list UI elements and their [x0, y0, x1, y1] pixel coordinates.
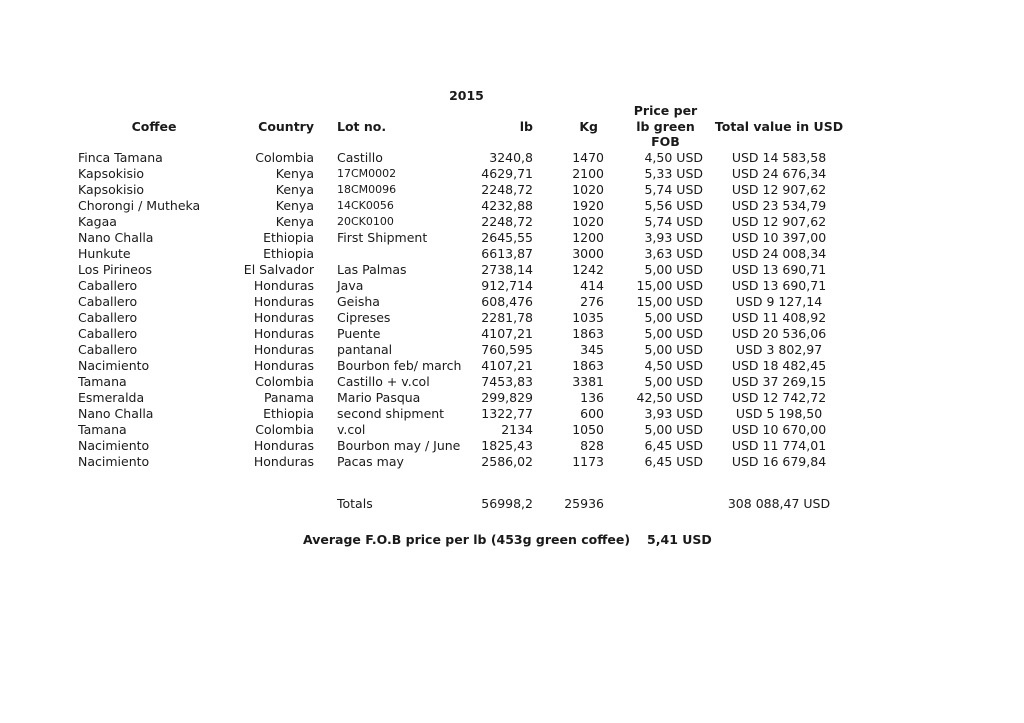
cell-country: Colombia: [255, 421, 314, 437]
cell-total: USD 20 536,06: [731, 325, 827, 341]
cell-total: USD 13 690,71: [731, 261, 827, 277]
cell-lb: 608,476: [481, 293, 533, 309]
cell-coffee: Nano Challa: [78, 405, 154, 421]
cell-coffee: Nano Challa: [78, 229, 154, 245]
cell-country: Ethiopia: [263, 405, 314, 421]
cell-total: USD 16 679,84: [731, 453, 827, 469]
cell-lb: 1825,43: [481, 437, 533, 453]
spreadsheet-table: [78, 103, 855, 512]
cell-coffee: Esmeralda: [78, 389, 145, 405]
cell-lb: 2281,78: [481, 309, 533, 325]
cell-lot: First Shipment: [337, 229, 428, 245]
cell-lot: 18CM0096: [337, 182, 397, 196]
cell-price: 4,50 USD: [644, 357, 703, 373]
col-header-price-per-lb: [604, 103, 703, 150]
cell-lot: Bourbon feb/ march: [337, 357, 462, 373]
cell-lot: Cipreses: [337, 309, 391, 325]
cell-lb: 299,829: [481, 389, 533, 405]
cell-lot: Bourbon may / June: [337, 437, 461, 453]
cell-lot: second shipment: [337, 405, 445, 421]
cell-lb: 4232,88: [481, 197, 533, 213]
cell-kg: 1242: [572, 261, 604, 277]
cell-country: Kenya: [275, 181, 314, 197]
cell-coffee: Tamana: [78, 421, 127, 437]
cell-country: Ethiopia: [263, 229, 314, 245]
cell-total: USD 12 742,72: [731, 389, 827, 405]
cell-kg: 3000: [572, 245, 604, 261]
cell-lb: 4107,21: [481, 325, 533, 341]
cell-lot: pantanal: [337, 341, 393, 357]
table-row: [78, 214, 855, 230]
cell-coffee: Kagaa: [78, 213, 117, 229]
cell-country: Honduras: [253, 437, 314, 453]
table-row: [78, 246, 855, 262]
cell-lb: 7453,83: [481, 373, 533, 389]
cell-kg: 414: [580, 277, 604, 293]
cell-total: USD 9 127,14: [735, 293, 823, 309]
cell-price: 42,50 USD: [636, 389, 703, 405]
cell-country: Colombia: [255, 373, 314, 389]
table-header: [78, 103, 855, 150]
cell-country: Kenya: [275, 213, 314, 229]
cell-country: Panama: [263, 389, 314, 405]
cell-kg: 1020: [572, 213, 604, 229]
cell-lot: 20CK0100: [337, 214, 394, 228]
table-row: [78, 342, 855, 358]
cell-kg: 1200: [572, 229, 604, 245]
table-row: [78, 182, 855, 198]
price-header-line-2: lb green: [636, 118, 695, 134]
table-rows: [78, 150, 855, 470]
totals-empty-price: [604, 496, 703, 512]
cell-price: 6,45 USD: [644, 453, 703, 469]
cell-coffee: Caballero: [78, 293, 138, 309]
cell-total: USD 23 534,79: [731, 197, 827, 213]
cell-kg: 1050: [572, 421, 604, 437]
col-header-lot: Lot no.: [337, 118, 387, 134]
cell-lot: 14CK0056: [337, 198, 394, 212]
cell-lb: 760,595: [481, 341, 533, 357]
cell-lb: 3240,8: [489, 149, 533, 165]
cell-coffee: Kapsokisio: [78, 165, 145, 181]
cell-coffee: Tamana: [78, 373, 127, 389]
cell-kg: 1470: [572, 149, 604, 165]
cell-lb: 1322,77: [481, 405, 533, 421]
cell-lb: 2738,14: [481, 261, 533, 277]
cell-lot: v.col: [337, 421, 366, 437]
cell-kg: 828: [580, 437, 604, 453]
cell-country: Honduras: [253, 325, 314, 341]
cell-total: USD 5 198,50: [735, 405, 823, 421]
cell-total: USD 3 802,97: [735, 341, 823, 357]
col-header-kg: Kg: [579, 118, 598, 134]
cell-country: El Salvador: [243, 261, 314, 277]
col-header-country: Country: [258, 118, 314, 134]
cell-country: Colombia: [255, 149, 314, 165]
cell-lot: Castillo: [337, 149, 383, 165]
cell-kg: 1020: [572, 181, 604, 197]
cell-lb: 2586,02: [481, 453, 533, 469]
cell-total: USD 37 269,15: [731, 373, 827, 389]
col-header-total-value: Total value in USD: [714, 118, 844, 134]
cell-price: 3,93 USD: [644, 229, 703, 245]
cell-kg: 136: [580, 389, 604, 405]
cell-kg: 2100: [572, 165, 604, 181]
cell-lot: Java: [337, 277, 364, 293]
cell-kg: 600: [580, 405, 604, 421]
cell-kg: 345: [580, 341, 604, 357]
cell-country: Honduras: [253, 357, 314, 373]
cell-price: 5,00 USD: [644, 325, 703, 341]
cell-price: 3,93 USD: [644, 405, 703, 421]
totals-kg-value: 25936: [564, 495, 604, 511]
cell-coffee: Nacimiento: [78, 453, 150, 469]
cell-country: Honduras: [253, 293, 314, 309]
cell-country: Ethiopia: [263, 245, 314, 261]
cell-total: USD 18 482,45: [731, 357, 827, 373]
cell-country: Honduras: [253, 341, 314, 357]
table-row: [78, 438, 855, 454]
cell-total: USD 12 907,62: [731, 181, 827, 197]
cell-lot: Las Palmas: [337, 261, 407, 277]
cell-coffee: Kapsokisio: [78, 181, 145, 197]
price-header-line-1: Price per: [633, 103, 698, 118]
cell-lb: 2248,72: [481, 181, 533, 197]
cell-lot: 17CM0002: [337, 166, 397, 180]
cell-lot: Puente: [337, 325, 381, 341]
cell-price: 5,56 USD: [644, 197, 703, 213]
table-row: [78, 390, 855, 406]
cell-lot: Pacas may: [337, 453, 404, 469]
table-row: [78, 358, 855, 374]
cell-total: USD 13 690,71: [731, 277, 827, 293]
col-header-coffee: Coffee: [131, 118, 177, 134]
table-row: [78, 198, 855, 214]
table-row: [78, 150, 855, 166]
cell-price: 6,45 USD: [644, 437, 703, 453]
totals-lb-value: 56998,2: [481, 495, 533, 511]
table-row: [78, 166, 855, 182]
totals-label: Totals: [337, 495, 373, 511]
cell-kg: 1173: [572, 453, 604, 469]
cell-kg: 1863: [572, 357, 604, 373]
cell-coffee: Los Pirineos: [78, 261, 152, 277]
cell-price: 5,74 USD: [644, 181, 703, 197]
average-fob-label: Average F.O.B price per lb (453g green coffee): [303, 532, 631, 547]
cell-lb: 6613,87: [481, 245, 533, 261]
cell-price: 5,00 USD: [644, 261, 703, 277]
cell-country: Kenya: [275, 197, 314, 213]
cell-country: Honduras: [253, 277, 314, 293]
cell-price: 5,00 USD: [644, 341, 703, 357]
cell-lb: 4629,71: [481, 165, 533, 181]
cell-price: 5,74 USD: [644, 213, 703, 229]
cell-kg: 3381: [572, 373, 604, 389]
cell-coffee: Nacimiento: [78, 437, 150, 453]
cell-total: USD 12 907,62: [731, 213, 827, 229]
cell-price: 15,00 USD: [636, 277, 703, 293]
cell-total: USD 24 008,34: [731, 245, 827, 261]
price-header-line-3: FOB: [651, 134, 680, 149]
cell-country: Honduras: [253, 309, 314, 325]
average-fob-line: [303, 532, 712, 548]
table-row: [78, 294, 855, 310]
table-row: [78, 278, 855, 294]
year-title: 2015: [449, 88, 484, 103]
table-row: [78, 422, 855, 438]
cell-kg: 1863: [572, 325, 604, 341]
cell-coffee: Chorongi / Mutheka: [78, 197, 201, 213]
cell-total: USD 14 583,58: [731, 149, 827, 165]
cell-price: 15,00 USD: [636, 293, 703, 309]
totals-empty-country: [230, 496, 316, 512]
cell-total: USD 11 408,92: [731, 309, 827, 325]
table-row: [78, 326, 855, 342]
cell-price: 5,00 USD: [644, 373, 703, 389]
cell-coffee: Caballero: [78, 325, 138, 341]
cell-coffee: Nacimiento: [78, 357, 150, 373]
cell-country: Kenya: [275, 165, 314, 181]
table-row: [78, 230, 855, 246]
cell-kg: 276: [580, 293, 604, 309]
table-row: [78, 454, 855, 470]
cell-total: USD 10 670,00: [731, 421, 827, 437]
cell-lot: [316, 246, 463, 262]
cell-kg: 1035: [572, 309, 604, 325]
cell-lb: 2645,55: [481, 229, 533, 245]
cell-country: Honduras: [253, 453, 314, 469]
cell-kg: 1920: [572, 197, 604, 213]
cell-coffee: Caballero: [78, 277, 138, 293]
totals-total-value: 308 088,47 USD: [727, 495, 831, 511]
totals-empty-coffee: [78, 496, 230, 512]
cell-coffee: Hunkute: [78, 245, 131, 261]
cell-coffee: Caballero: [78, 341, 138, 357]
cell-lot: Castillo + v.col: [337, 373, 430, 389]
cell-price: 5,00 USD: [644, 421, 703, 437]
cell-lb: 4107,21: [481, 357, 533, 373]
cell-price: 5,00 USD: [644, 309, 703, 325]
cell-coffee: Caballero: [78, 309, 138, 325]
table-row: [78, 262, 855, 278]
cell-total: USD 24 676,34: [731, 165, 827, 181]
average-fob-value: 5,41 USD: [647, 532, 712, 547]
cell-lb: 912,714: [481, 277, 533, 293]
cell-lot: Geisha: [337, 293, 380, 309]
col-header-lb: lb: [519, 118, 533, 134]
cell-lb: 2248,72: [481, 213, 533, 229]
cell-price: 4,50 USD: [644, 149, 703, 165]
cell-total: USD 10 397,00: [731, 229, 827, 245]
cell-lot: Mario Pasqua: [337, 389, 421, 405]
table-row: [78, 406, 855, 422]
table-row: [78, 374, 855, 390]
table-row: [78, 310, 855, 326]
cell-coffee: Finca Tamana: [78, 149, 163, 165]
cell-lb: 2134: [501, 421, 533, 437]
cell-price: 5,33 USD: [644, 165, 703, 181]
cell-total: USD 11 774,01: [731, 437, 827, 453]
totals-row: [78, 496, 855, 512]
cell-price: 3,63 USD: [644, 245, 703, 261]
